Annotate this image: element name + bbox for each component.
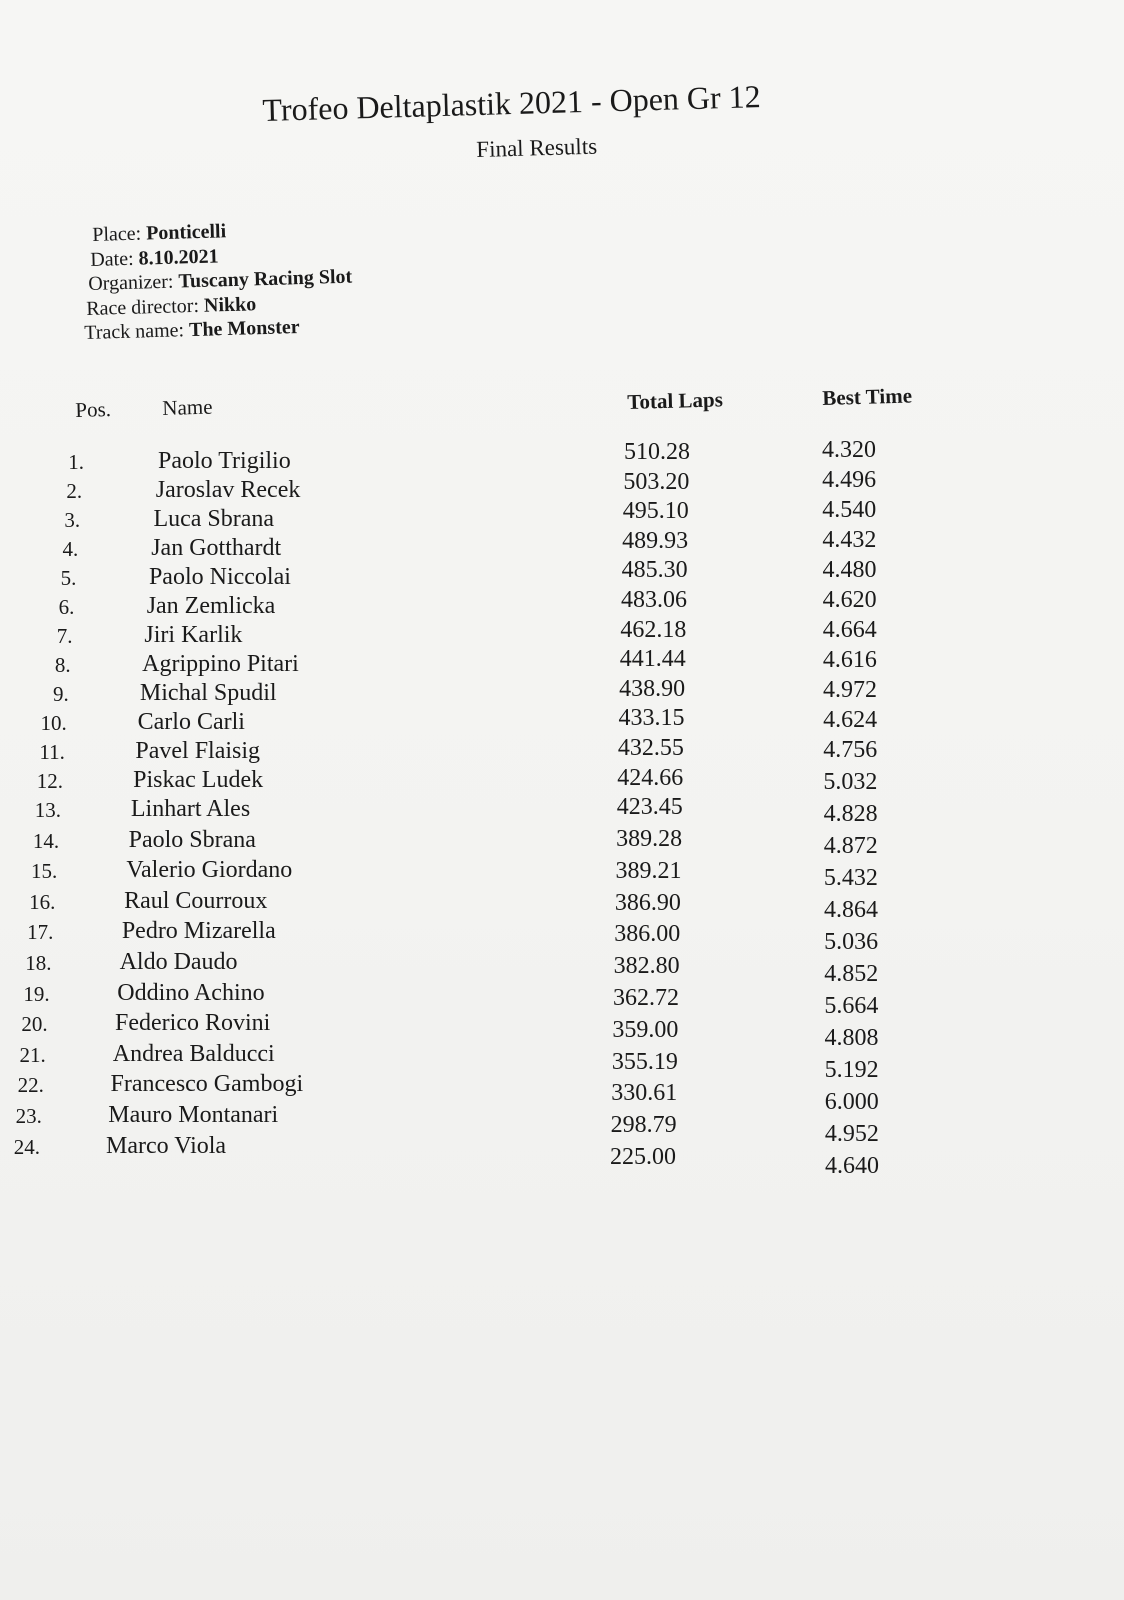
cell-pos: 17.	[27, 920, 54, 945]
cell-pos: 20.	[21, 1012, 48, 1037]
cell-name: Mauro Montanari	[108, 1102, 279, 1128]
cell-best-time: 5.432	[823, 865, 878, 891]
cell-name: Oddino Achino	[117, 979, 265, 1006]
cell-name: Agrippino Pitari	[142, 651, 299, 677]
cell-pos: 18.	[25, 951, 52, 975]
cell-pos: 14.	[32, 828, 60, 853]
cell-pos: 24.	[13, 1134, 40, 1159]
cell-best-time: 4.320	[822, 437, 876, 463]
cell-total-laps: 386.00	[614, 921, 681, 948]
cell-name: Jan Zemlicka	[146, 593, 276, 619]
cell-name: Andrea Balducci	[112, 1040, 275, 1067]
cell-name: Paolo Sbrana	[128, 826, 256, 853]
column-header-best-time: Best Time	[822, 383, 913, 410]
cell-pos: 1.	[68, 450, 84, 474]
document-subtitle: Final Results	[476, 133, 598, 162]
cell-pos: 21.	[19, 1042, 46, 1067]
cell-pos: 12.	[36, 769, 63, 793]
cell-pos: 9.	[52, 682, 69, 706]
cell-best-time: 4.640	[825, 1153, 879, 1179]
column-header-total-laps: Total Laps	[627, 387, 724, 414]
race-info-value: 8.10.2021	[138, 245, 219, 270]
cell-best-time: 4.756	[823, 737, 878, 763]
cell-name: Pavel Flaisig	[135, 738, 261, 764]
cell-total-laps: 438.90	[619, 675, 686, 702]
cell-name: Marco Viola	[106, 1132, 227, 1159]
cell-best-time: 4.852	[824, 961, 879, 987]
cell-pos: 6.	[58, 595, 75, 619]
cell-best-time: 4.828	[823, 801, 878, 827]
cell-total-laps: 298.79	[610, 1112, 677, 1139]
cell-best-time: 4.872	[823, 833, 878, 859]
column-header-pos: Pos.	[75, 397, 112, 422]
cell-name: Raul Courroux	[124, 887, 268, 914]
race-info-label: Track name:	[84, 319, 185, 344]
cell-best-time: 4.432	[822, 527, 877, 553]
cell-total-laps: 483.06	[620, 587, 687, 613]
cell-best-time: 5.664	[824, 993, 879, 1019]
column-header-name: Name	[162, 394, 213, 420]
cell-total-laps: 489.93	[622, 527, 689, 554]
cell-pos: 5.	[60, 566, 77, 590]
cell-name: Linhart Ales	[130, 796, 251, 822]
cell-best-time: 4.952	[824, 1121, 879, 1147]
race-info-label: Race director:	[86, 294, 200, 320]
race-info-line	[84, 316, 300, 345]
cell-total-laps: 433.15	[618, 705, 685, 732]
cell-pos: 22.	[17, 1073, 44, 1098]
cell-name: Luca Sbrana	[153, 506, 275, 532]
cell-pos: 16.	[29, 889, 56, 914]
cell-total-laps: 423.45	[616, 794, 683, 821]
cell-total-laps: 359.00	[612, 1016, 679, 1043]
cell-total-laps: 510.28	[624, 439, 690, 465]
cell-total-laps: 495.10	[622, 498, 689, 525]
document-title: Trofeo Deltaplastik 2021 - Open Gr 12	[262, 78, 762, 128]
cell-total-laps: 225.00	[610, 1144, 676, 1170]
cell-pos: 8.	[54, 653, 71, 677]
cell-name: Paolo Trigilio	[158, 448, 291, 474]
race-info-label: Place:	[92, 222, 142, 246]
cell-total-laps: 424.66	[617, 764, 684, 791]
cell-pos: 7.	[56, 624, 73, 648]
cell-name: Piskac Ludek	[133, 767, 264, 793]
cell-best-time: 4.540	[822, 497, 877, 523]
cell-best-time: 4.664	[822, 617, 877, 643]
cell-best-time: 4.864	[823, 897, 878, 923]
cell-total-laps: 389.28	[616, 826, 683, 852]
cell-name: Jaroslav Recek	[155, 477, 301, 503]
race-info-line	[86, 293, 257, 321]
cell-pos: 2.	[66, 479, 83, 503]
cell-total-laps: 330.61	[611, 1080, 678, 1107]
cell-total-laps: 462.18	[620, 616, 687, 643]
cell-pos: 10.	[40, 711, 67, 735]
cell-pos: 15.	[30, 859, 58, 884]
cell-total-laps: 503.20	[623, 468, 690, 495]
cell-pos: 13.	[34, 798, 62, 822]
cell-name: Michal Spudil	[139, 680, 277, 706]
cell-total-laps: 382.80	[613, 953, 680, 980]
cell-total-laps: 389.21	[615, 857, 682, 884]
cell-best-time: 5.192	[824, 1057, 879, 1083]
cell-best-time: 4.808	[824, 1025, 879, 1051]
cell-best-time: 5.032	[823, 769, 878, 795]
cell-best-time: 4.496	[822, 467, 877, 493]
race-info-line	[90, 245, 219, 272]
cell-name: Jiri Karlik	[144, 622, 243, 648]
cell-name: Francesco Gambogi	[110, 1071, 304, 1098]
cell-total-laps: 386.90	[614, 889, 681, 916]
cell-pos: 11.	[39, 740, 65, 764]
cell-name: Pedro Mizarella	[121, 918, 276, 945]
cell-total-laps: 441.44	[619, 646, 686, 673]
cell-best-time: 4.616	[822, 647, 877, 673]
cell-name: Valerio Giordano	[126, 857, 293, 884]
race-info-value: Tuscany Racing Slot	[178, 265, 353, 293]
cell-pos: 4.	[62, 537, 79, 561]
race-info-value: Nikko	[203, 293, 257, 317]
cell-name: Federico Rovini	[115, 1010, 271, 1037]
cell-pos: 19.	[23, 981, 50, 1006]
cell-best-time: 4.624	[823, 707, 878, 733]
cell-best-time: 4.972	[823, 677, 878, 703]
race-info-value: Ponticelli	[145, 220, 227, 245]
cell-pos: 23.	[15, 1104, 42, 1128]
cell-total-laps: 432.55	[617, 735, 684, 761]
cell-best-time: 4.480	[822, 557, 877, 583]
cell-name: Jan Gotthardt	[151, 535, 282, 561]
cell-name: Carlo Carli	[137, 709, 245, 735]
cell-name: Aldo Daudo	[119, 949, 238, 975]
cell-best-time: 6.000	[824, 1089, 879, 1115]
race-info-label: Organizer:	[88, 270, 174, 295]
cell-total-laps: 362.72	[613, 985, 680, 1011]
race-info-value: The Monster	[188, 315, 300, 342]
cell-total-laps: 485.30	[621, 557, 688, 584]
cell-pos: 3.	[64, 508, 81, 532]
cell-total-laps: 355.19	[611, 1048, 678, 1075]
race-info-label: Date:	[90, 247, 134, 271]
cell-name: Paolo Niccolai	[148, 564, 291, 590]
cell-best-time: 5.036	[824, 929, 879, 955]
cell-best-time: 4.620	[822, 587, 877, 613]
race-info-line	[92, 220, 226, 247]
